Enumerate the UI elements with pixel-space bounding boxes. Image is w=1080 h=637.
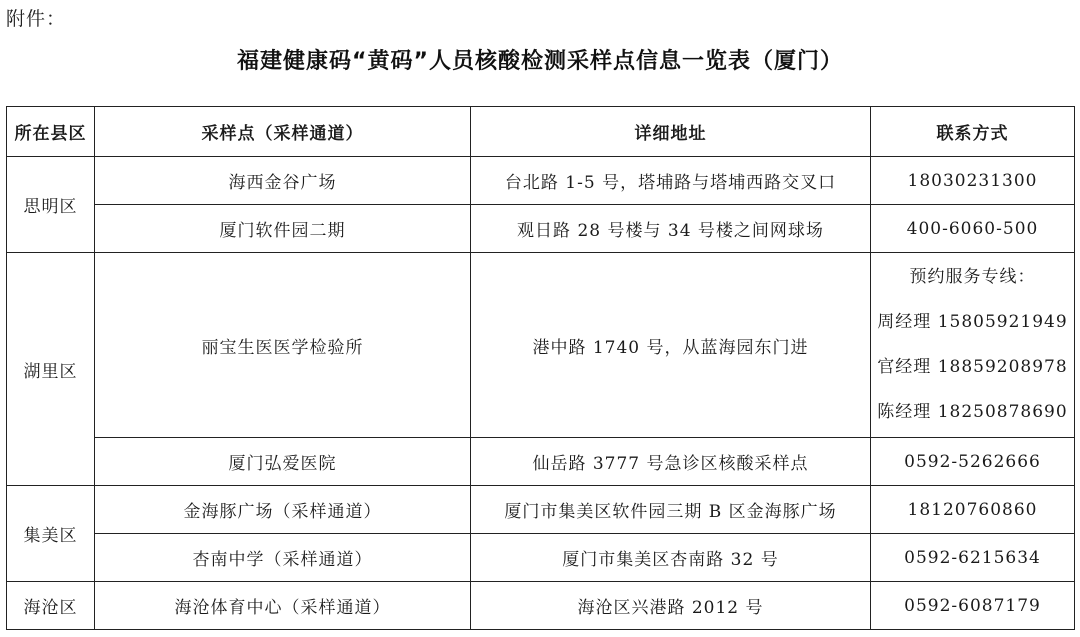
- table-row: [7, 486, 1075, 534]
- address-cell: 港中路 1740 号，从蓝海园东门进: [471, 253, 871, 438]
- address-cell: 厦门市集美区杏南路 32 号: [471, 534, 871, 582]
- contact-line: 陈经理 18250878690: [877, 402, 1068, 422]
- table-row: [7, 205, 1075, 253]
- site-cell: 海沧体育中心（采样通道）: [95, 582, 471, 630]
- header-contact: 联系方式: [871, 107, 1075, 157]
- header-site: 采样点（采样通道）: [95, 107, 471, 157]
- contact-cell: 18030231300: [871, 157, 1075, 205]
- table-row: [7, 438, 1075, 486]
- district-cell: 海沧区: [7, 582, 95, 630]
- site-cell: 厦门弘爱医院: [95, 438, 471, 486]
- address-cell: 仙岳路 3777 号急诊区核酸采样点: [471, 438, 871, 486]
- table-header-row: [7, 107, 1075, 157]
- district-cell: 思明区: [7, 157, 95, 253]
- page-title: 福建健康码“黄码”人员核酸检测采样点信息一览表（厦门）: [237, 49, 843, 74]
- sampling-sites-table: [6, 106, 1075, 630]
- address-cell: 厦门市集美区软件园三期 B 区金海豚广场: [471, 486, 871, 534]
- contact-hotline-label: 预约服务专线：: [909, 267, 1036, 287]
- site-cell: 厦门软件园二期: [95, 205, 471, 253]
- district-cell: 湖里区: [7, 253, 95, 486]
- address-cell: 观日路 28 号楼与 34 号楼之间网球场: [471, 205, 871, 253]
- attachment-label: 附件：: [6, 8, 67, 30]
- table-row: [7, 157, 1075, 205]
- header-district: 所在县区: [7, 107, 95, 157]
- table-row: [7, 253, 1075, 438]
- contact-cell: 0592-6215634: [871, 534, 1075, 582]
- contact-line: 官经理 18859208978: [877, 357, 1068, 377]
- table-row: [7, 582, 1075, 630]
- district-cell: 集美区: [7, 486, 95, 582]
- contact-line: 周经理 15805921949: [877, 312, 1068, 332]
- table-row: [7, 534, 1075, 582]
- header-address: 详细地址: [471, 107, 871, 157]
- contact-cell: 400-6060-500: [871, 205, 1075, 253]
- contact-cell: 0592-5262666: [871, 438, 1075, 486]
- site-cell: 杏南中学（采样通道）: [95, 534, 471, 582]
- contact-cell: 18120760860: [871, 486, 1075, 534]
- address-cell: 台北路 1-5 号，塔埔路与塔埔西路交叉口: [471, 157, 871, 205]
- site-cell: 金海豚广场（采样通道）: [95, 486, 471, 534]
- address-cell: 海沧区兴港路 2012 号: [471, 582, 871, 630]
- contact-cell: 0592-6087179: [871, 582, 1075, 630]
- contact-cell: [871, 253, 1075, 438]
- site-cell: 海西金谷广场: [95, 157, 471, 205]
- site-cell: 丽宝生医医学检验所: [95, 253, 471, 438]
